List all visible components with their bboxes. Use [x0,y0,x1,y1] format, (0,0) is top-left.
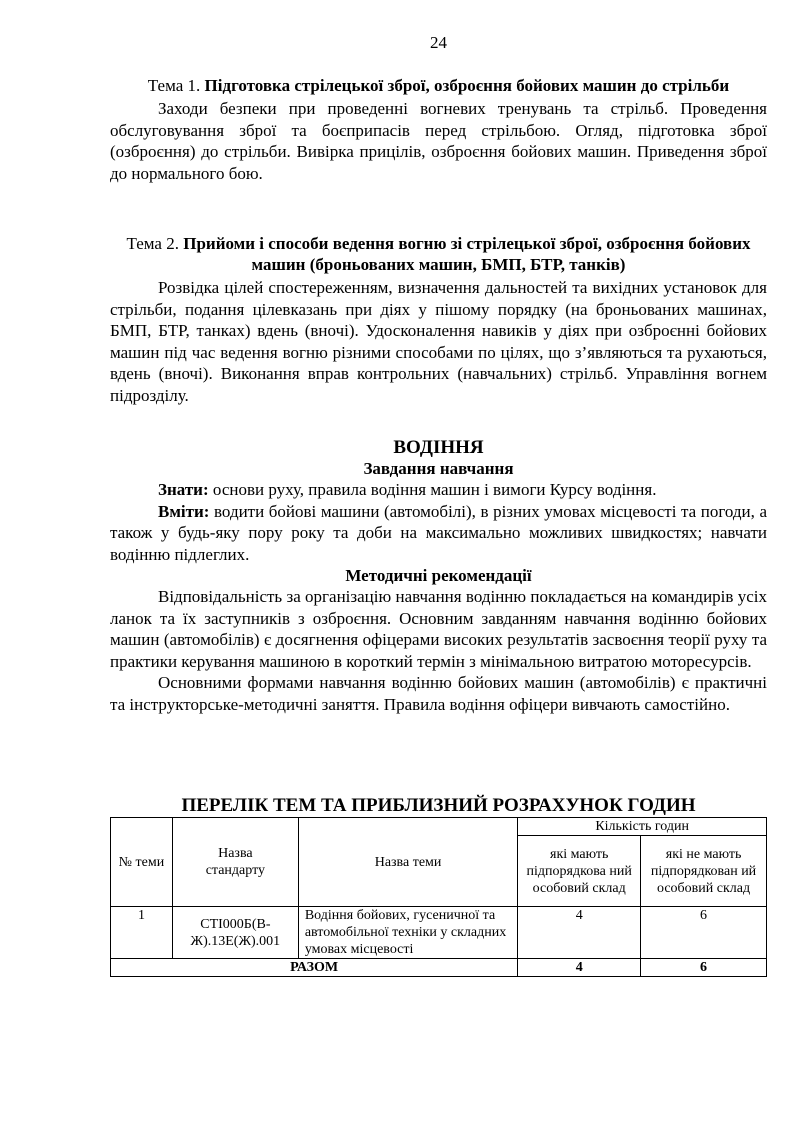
row-standard: СТІ000Б(В-Ж).13Е(Ж).001 [172,907,298,959]
row-without-staff: 6 [641,907,767,959]
total-without-staff: 6 [641,959,767,977]
hours-table [110,817,767,977]
row-topic: Водіння бойових, гусеничної та автомобільної техніки у складних умовах місцевості [298,907,517,959]
methods-title: Методичні рекомендації [345,566,532,585]
header-hours: Кількість годин [518,818,767,836]
hours-table-block [110,795,767,977]
know-text: основи руху, правила водіння машин і вимоги Курсу водіння. [208,480,657,499]
topic-1-prefix: Тема 1. [147,76,205,95]
header-without-staff: які не мають підпорядкован ий особовий склад [641,836,767,907]
can-label: Вміти: [158,501,210,521]
table-header-row-1 [111,818,767,836]
topic-1-heading [110,75,767,96]
table-title: ПЕРЕЛІК ТЕМ ТА ПРИБЛИЗНИЙ РОЗРАХУНОК ГОДИН [181,795,696,816]
topic-1-body: Заходи безпеки при проведенні вогневих тренувань та стрільб. Проведення обслуговування зброї та боєприпасів перед стрільбою. Огляд, підготовка зброї (озброєння) до стрільби. Вивірка прицілів, озброєння бойових машин. Приведення зброї до нормального бою. [110,99,767,183]
total-label: РАЗОМ [111,959,518,977]
table-row [111,907,767,959]
header-with-staff: які мають підпорядкова ний особовий склад [518,836,641,907]
topic-2-prefix: Тема 2. [126,234,184,253]
header-standard: Назва стандарту [172,818,298,907]
can-text: водити бойові машини (автомобілі), в різних умовах місцевості та погоди, а також у будь-яку пору року та доби на максимально можливих швидкостях; навчати водінню підлеглих. [110,501,767,564]
methods-paragraph-2: Основними формами навчання водінню бойових машин (автомобілів) є практичні та інструкторське-методичні заняття. Правила водіння офіцери вивчають самостійно. [110,673,767,714]
row-with-staff: 4 [518,907,641,959]
table-total-row [111,959,767,977]
total-with-staff: 4 [518,959,641,977]
topic-1 [110,75,767,184]
section-title: ВОДІННЯ [393,437,484,458]
tasks-title: Завдання навчання [363,459,514,478]
header-topic: Назва теми [298,818,517,907]
know-paragraph [110,479,767,501]
header-num: № теми [111,818,173,907]
topic-2-body: Розвідка цілей спостереженням, визначення дальностей та вихідних установок для стрільби, подання цілевказань при діях у пішому порядку (на броньованих машинах, БМП, БТР, танках) вдень (вночі). Удосконалення навиків у діях при озброєнні бойових машин під час ведення вогню різними способами по цілях, що з’являються та рухаються, вдень (вночі). Виконання вправ контрольних (навчальних) стрільб. Управління вогнем підрозділу. [110,278,767,405]
topic-2 [110,233,767,406]
row-num: 1 [111,907,173,959]
topic-2-heading [110,233,767,275]
can-paragraph [110,501,767,566]
page-number: 24 [430,33,447,52]
topic-2-title: Прийоми і способи ведення вогню зі стрілецької зброї, озброєння бойових машин (броньованих машин, БМП, БТР, танків) [183,234,751,274]
driving-section [110,437,767,715]
topic-1-title: Підготовка стрілецької зброї, озброєння бойових машин до стрільби [204,76,730,95]
know-label: Знати: [158,480,209,499]
methods-paragraph-1: Відповідальність за організацію навчання водінню покладається на командирів усіх ланок та їх заступників з озброєння. Основним завданням навчання водінню бойових машин (автомобілів) є досягнення офіцерами високих результатів засвоєння теорії руху та практики керування машиною в короткий термін з мінімальною витратою моторесурсів. [110,587,767,671]
